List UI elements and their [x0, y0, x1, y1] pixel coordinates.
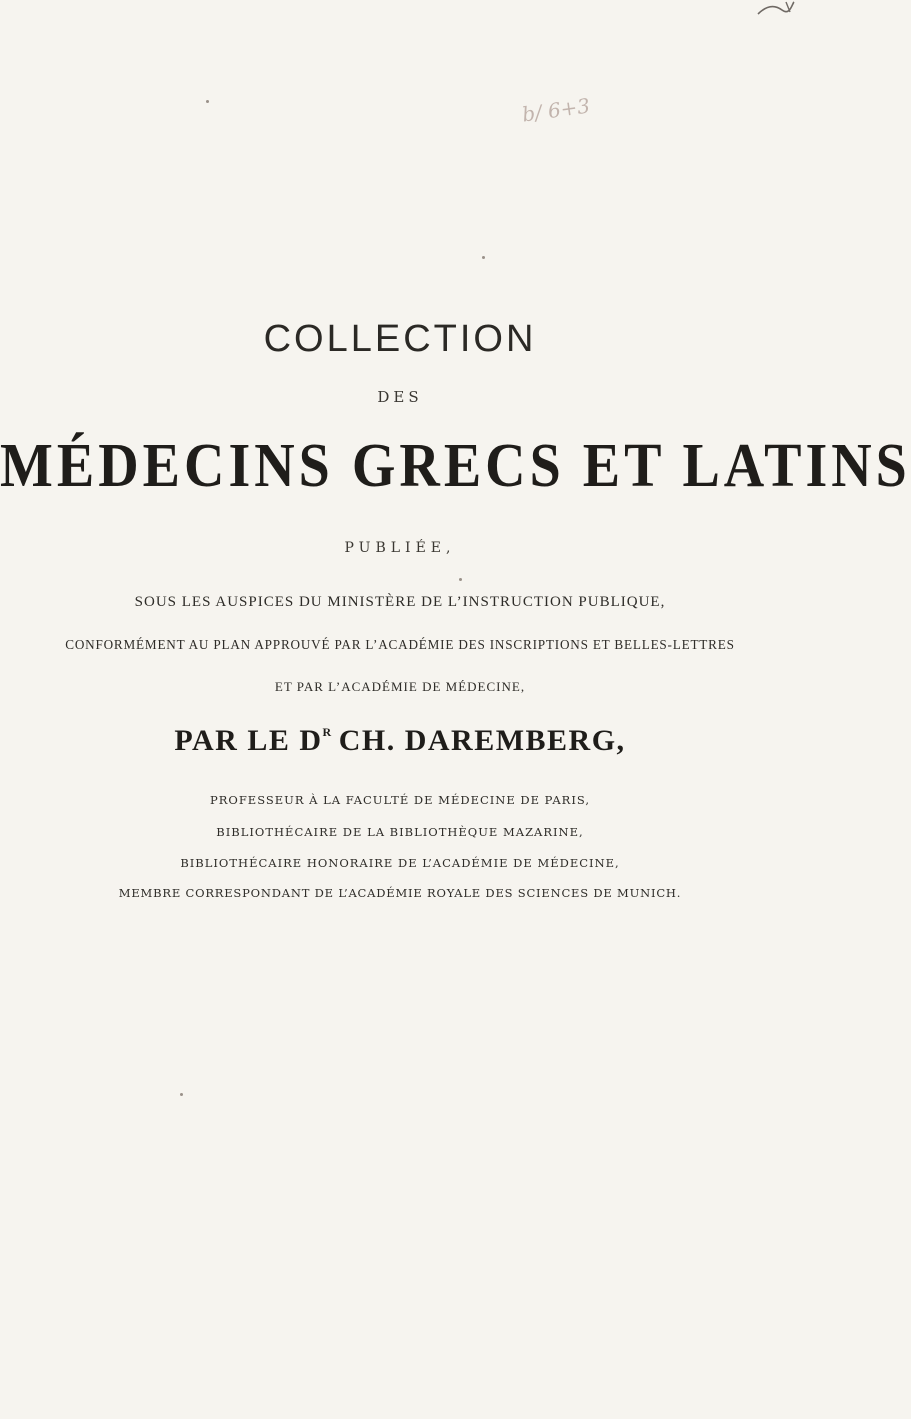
main-title: MÉDECINS GRECS ET LATINS [0, 431, 911, 501]
publiee-line: PUBLIÉE, [344, 540, 456, 556]
academy-line: ET PAR L’ACADÉMIE DE MÉDECINE, [274, 679, 526, 694]
paper-speck [206, 100, 209, 103]
approval-line: CONFORMÉMENT AU PLAN APPROUVÉ PAR L’ACADÉMIE DES INSCRIPTIONS ET BELLES-LETTRES [65, 637, 735, 652]
author-prefix: PAR LE D [174, 724, 323, 757]
author-title: BIBLIOTHÉCAIRE DE LA BIBLIOTHÈQUE MAZARINE, [216, 825, 584, 839]
author-title: MEMBRE CORRESPONDANT DE L’ACADÉMIE ROYALE DES SCIENCES DE MUNICH. [118, 886, 682, 900]
author-line [0, 724, 800, 758]
corner-ink-mark [756, 0, 796, 18]
paper-speck [482, 256, 485, 259]
des-heading: DES [377, 388, 423, 406]
author-name: CH. DAREMBERG, [338, 724, 626, 757]
author-sup: R [322, 725, 333, 739]
paper-speck [459, 578, 462, 581]
author-title: BIBLIOTHÉCAIRE HONORAIRE DE L’ACADÉMIE DE MÉDECINE, [180, 856, 620, 870]
auspices-line: SOUS LES AUSPICES DU MINISTÈRE DE L’INSTRUCTION PUBLIQUE, [134, 594, 666, 610]
author-title: PROFESSEUR À LA FACULTÉ DE MÉDECINE DE PARIS, [210, 793, 590, 807]
handwritten-shelfmark: b/ 6+3 [520, 93, 592, 127]
paper-speck [180, 1093, 183, 1096]
collection-heading: COLLECTION [263, 318, 537, 360]
